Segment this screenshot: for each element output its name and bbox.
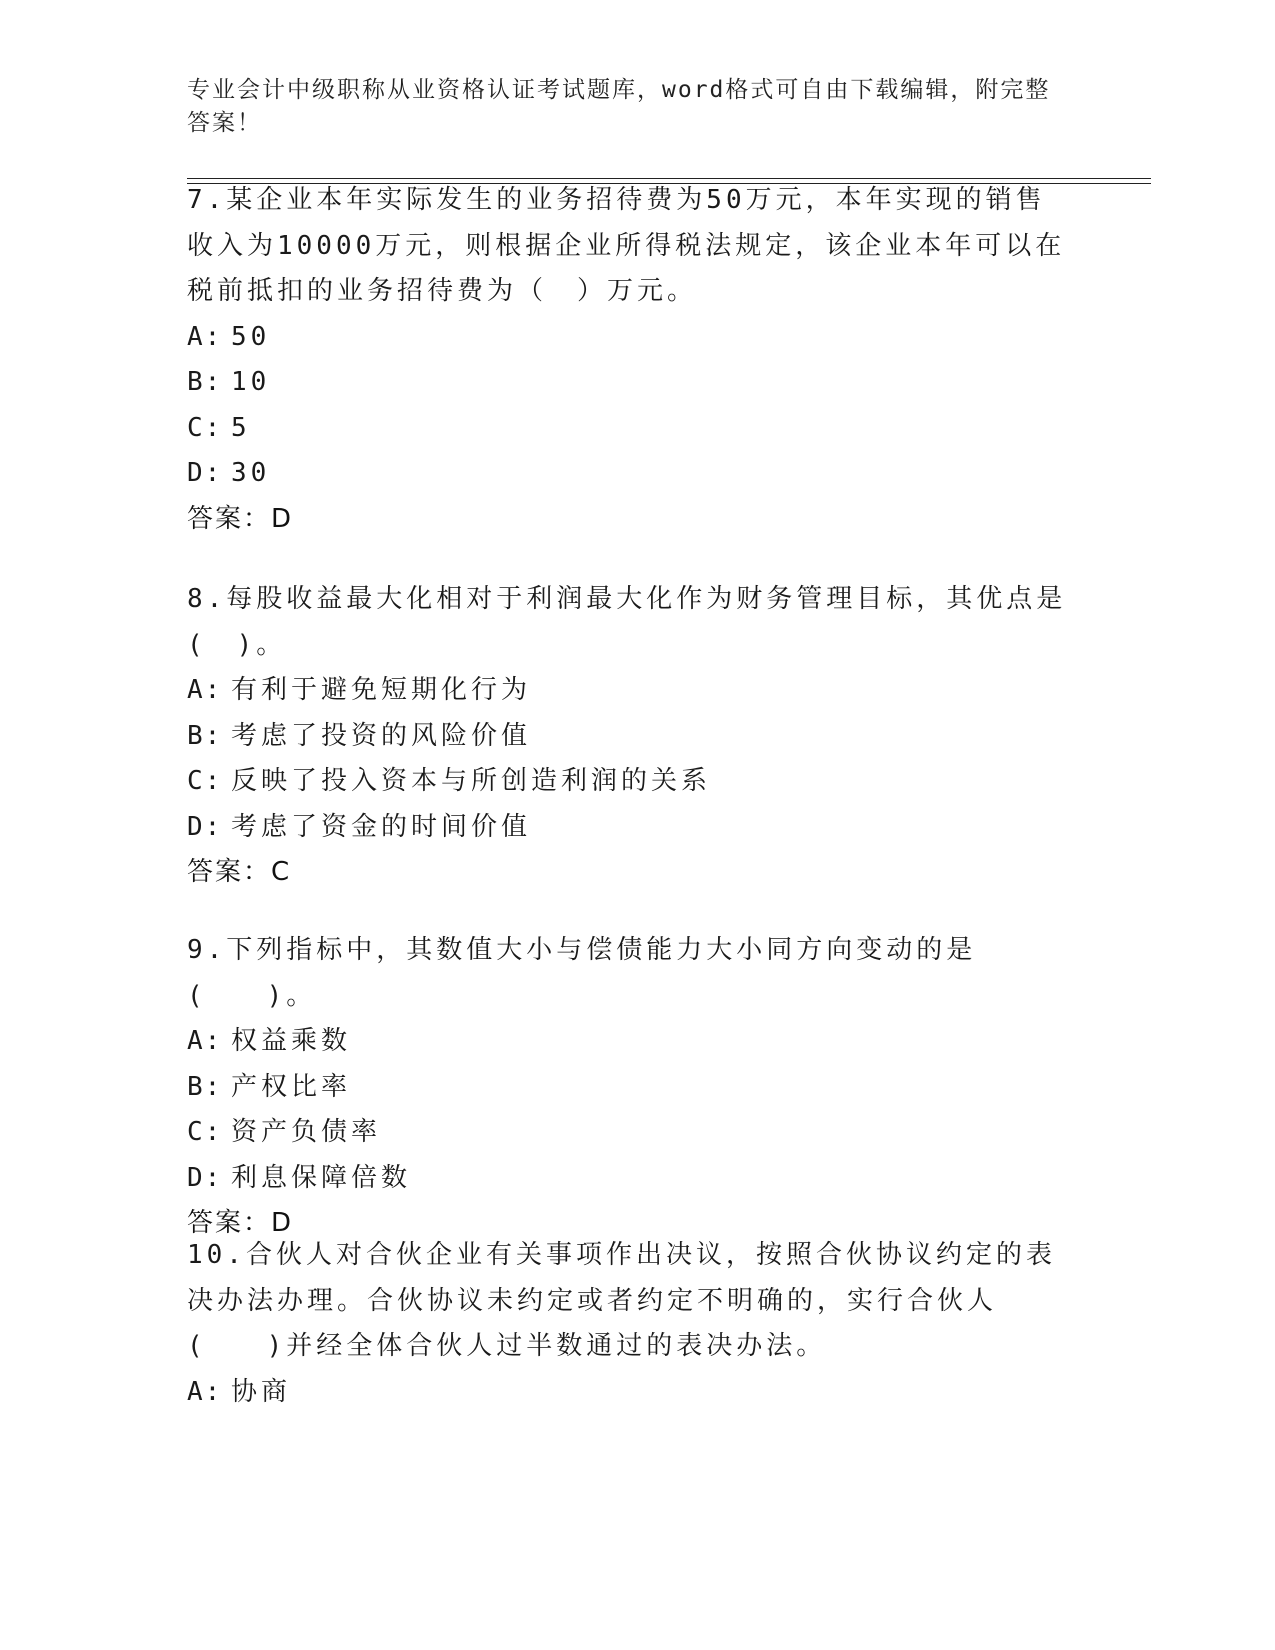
option-a <box>187 668 1067 714</box>
option-d <box>187 805 1067 851</box>
option-letter: D: <box>187 1162 223 1193</box>
option-letter: A: <box>187 1026 223 1056</box>
option-b <box>187 360 1067 406</box>
option-letter: D: <box>187 458 223 488</box>
answer-line: 答案：D <box>187 503 294 534</box>
option-c <box>187 406 1067 452</box>
option-text: 协商 <box>231 1376 292 1407</box>
option-letter: A: <box>187 1376 223 1407</box>
option-c <box>187 1110 1067 1156</box>
option-b <box>187 1065 1067 1111</box>
option-text: 资产负债率 <box>231 1117 382 1147</box>
option-text: 反映了投入资本与所创造利润的关系 <box>231 766 712 796</box>
question-block <box>187 928 1067 1247</box>
option-text: 5 <box>231 412 251 443</box>
option-text: 考虑了资金的时间价值 <box>231 811 532 842</box>
question-stem: 9.下列指标中，其数值大小与偿债能力大小同方向变动的是( )。 <box>187 935 977 1011</box>
option-letter: C: <box>187 766 223 796</box>
document-header: 专业会计中级职称从业资格认证考试题库，word格式可自由下载编辑，附完整答案！ <box>187 77 1051 136</box>
question-block <box>187 577 1067 896</box>
option-letter: D: <box>187 811 223 842</box>
question-stem: 8.每股收益最大化相对于利润最大化作为财务管理目标，其优点是( )。 <box>187 584 1067 660</box>
option-d <box>187 451 1067 497</box>
option-text: 50 <box>231 321 271 352</box>
option-text: 权益乘数 <box>231 1026 352 1056</box>
option-a <box>187 1370 1067 1416</box>
option-letter: C: <box>187 1117 223 1147</box>
option-letter: B: <box>187 720 223 751</box>
option-d <box>187 1156 1067 1202</box>
option-text: 考虑了投资的风险价值 <box>231 720 532 751</box>
option-letter: B: <box>187 367 223 397</box>
question-block <box>187 1233 1067 1415</box>
question-stem: 7.某企业本年实际发生的业务招待费为50万元，本年实现的销售收入为10000万元，则根据企业所得税法规定，该企业本年可以在税前抵扣的业务招待费为（ ）万元。 <box>187 185 1066 306</box>
option-letter: B: <box>187 1071 223 1102</box>
option-c <box>187 759 1067 805</box>
option-a <box>187 1019 1067 1065</box>
question-block <box>187 178 1067 542</box>
option-letter: A: <box>187 675 223 705</box>
option-text: 有利于避免短期化行为 <box>231 675 532 705</box>
option-text: 利息保障倍数 <box>231 1162 412 1193</box>
option-letter: C: <box>187 412 223 443</box>
option-b <box>187 714 1067 760</box>
option-text: 10 <box>231 367 271 397</box>
option-text: 30 <box>231 458 271 488</box>
answer-line: 答案：D <box>187 1208 294 1238</box>
answer-line: 答案：C <box>187 857 292 887</box>
option-letter: A: <box>187 321 223 352</box>
question-stem: 10.合伙人对合伙企业有关事项作出决议，按照合伙协议约定的表决办法办理。合伙协议未约定或者约定不明确的，实行合伙人( )并经全体合伙人过半数通过的表决办法。 <box>187 1240 1056 1361</box>
option-a <box>187 315 1067 361</box>
option-text: 产权比率 <box>231 1071 352 1102</box>
